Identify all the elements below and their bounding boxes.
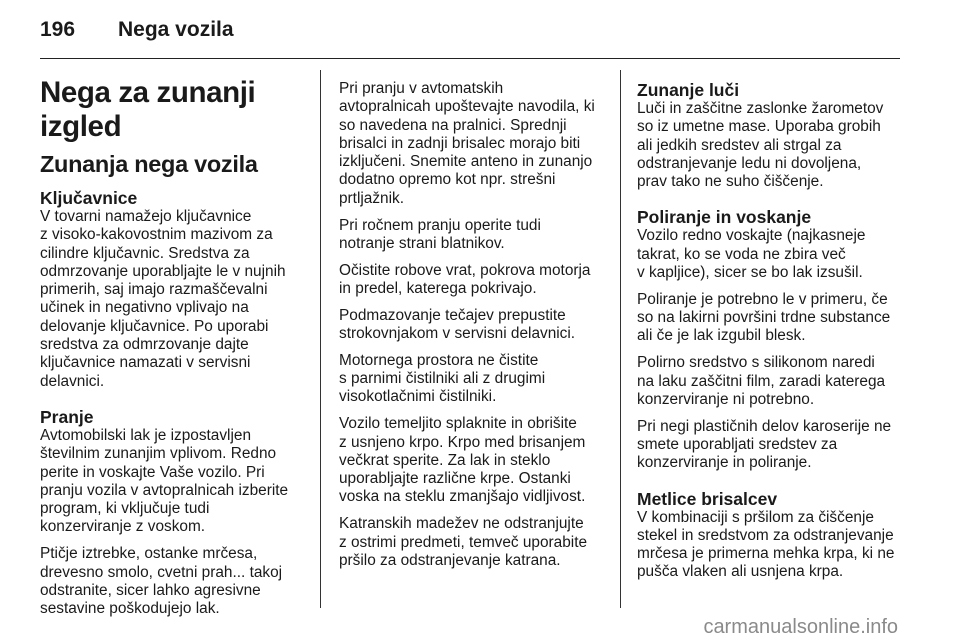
door-edges-paragraph: Očistite robove vrat, pokrova motorja in predel, katerega pokrivajo. xyxy=(339,261,591,297)
polish-paragraph-3: Polirno sredstvo s silikonom naredi na laku zaščitni film, zaradi katerega konzerviranje ni potrebno. xyxy=(637,354,886,408)
locks-title: Ključavnice xyxy=(40,188,138,208)
column-divider-2 xyxy=(620,70,621,608)
tar-paragraph: Katranskih madežev ne odstranjujte z ostrimi predmeti, temveč uporabite pršilo za odstranjevanje katrana. xyxy=(339,515,588,569)
header-rule xyxy=(40,58,900,59)
rinse-paragraph: Vozilo temeljito splaknite in obrišite z usnjeno krpo. Krpo med brisanjem večkrat sperite. Za lak in steklo uporabljajte različne krpe. Ostanki voska na steklu zmanjšajo vidljivost. xyxy=(339,415,586,506)
locks-paragraph: V tovarni namažejo ključavnice z visoko-kakovostnim mazivom za cilindre ključavnic. Sredstva za odmrzovanje uporabljajte le v nujnih primerih, saj imajo razmaščevalni učinek in negativno vplivajo na delovanje ključavnice. Po uporabi sredstva za odmrzovanje dajte ključavnice namazati v servisni delavnici. xyxy=(40,208,286,390)
page-header xyxy=(40,18,234,42)
lights-paragraph: Luči in zaščitne zaslonke žarometov so iz umetne mase. Uporaba grobih ali jedkih sredstev ali strgal za odstranjevanje ledu ni dovoljena, prav tako ne suho čiščenje. xyxy=(637,100,884,191)
page-number: 196 xyxy=(40,18,76,41)
polish-paragraph-2: Poliranje je potrebno le v primeru, če so na lakirni površini trdne substance ali če je lak izgubil blesk. xyxy=(637,290,891,345)
wipers-paragraph: V kombinaciji s pršilom za čiščenje stekel in sredstvom za odstranjevanje mrčesa je primerna mehka krpa, ki ne pušča vlaken ali usnjena krpa. xyxy=(637,508,895,581)
wash-title: Pranje xyxy=(40,406,94,427)
wipers-title: Metlice brisalcev xyxy=(637,488,778,509)
section-title: Nega vozila xyxy=(118,18,234,41)
page-heading: Nega za zunanji izgled xyxy=(40,76,256,143)
wash-paragraph-1: Avtomobilski lak je izpostavljen številnim zunanjim vplivom. Redno perite in voskajte Vaše vozilo. Pri pranju vozila v avtopralnicah izberite program, ki vključuje tudi konzerviranje z voskom. xyxy=(40,426,289,536)
wash-auto-paragraph: Pri pranju v avtomatskih avtopralnicah upoštevajte navodila, ki so navedena na pralnici. Sprednji brisalci in zadnji brisalec morajo biti izključeni. Snemite anteno in zunanjo dodatno opremo kot npr. strešni prtljažnik. xyxy=(339,80,595,207)
hinges-paragraph: Podmazovanje tečajev prepustite strokovnjakom v servisni delavnici. xyxy=(339,306,576,343)
subheading: Zunanja nega vozila xyxy=(40,151,258,177)
watermark: carmanualsonline.info xyxy=(703,616,898,638)
column-divider-1 xyxy=(320,70,321,608)
engine-bay-paragraph: Motornega prostora ne čistite s parnimi čistilniki ali z drugimi visokotlačnimi čistilniki. xyxy=(339,351,546,406)
polish-paragraph-1: Vozilo redno voskajte (najkasneje takrat, ko se voda ne zbira več v kapljice), sicer se bo lak izsušil. xyxy=(637,227,866,282)
polish-title: Poliranje in voskanje xyxy=(637,207,812,228)
wash-paragraph-2: Ptičje iztrebke, ostanke mrčesa, drevesno smolo, cvetni prah... takoj odstranite, sicer lahko agresivne sestavine poškodujejo lak. xyxy=(40,545,283,618)
hand-wash-paragraph: Pri ročnem pranju operite tudi notranje strani blatnikov. xyxy=(339,216,541,252)
column-1 xyxy=(40,76,312,627)
lights-title: Zunanje luči xyxy=(637,80,740,100)
column-2 xyxy=(339,80,611,579)
polish-paragraph-4: Pri negi plastičnih delov karoserije ne smete uporabljati sredstev za konzerviranje in poliranje. xyxy=(637,417,892,472)
column-3 xyxy=(637,80,909,590)
